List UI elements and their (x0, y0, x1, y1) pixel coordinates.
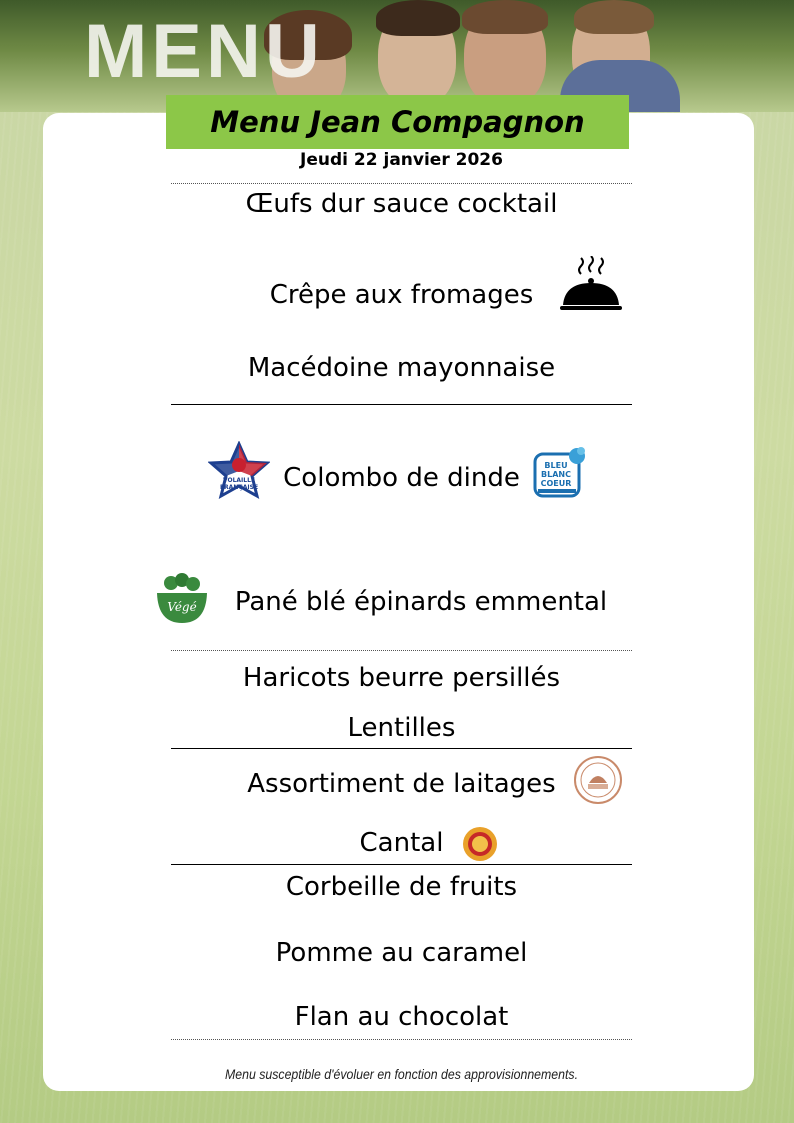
aop-label-icon (462, 826, 498, 862)
dairy-item: Assortiment de laitages (247, 769, 556, 799)
volaille-label-line2: FRANÇAISE (219, 484, 259, 491)
starter-item: Macédoine mayonnaise (247, 353, 556, 383)
dessert-item: Pomme au caramel (275, 938, 528, 968)
banner-word: MENU (84, 9, 324, 94)
side-item: Haricots beurre persillés (242, 663, 561, 693)
starter-item: Crêpe aux fromages (269, 280, 534, 310)
divider (171, 864, 632, 865)
bbc-label-line1: BLEU (544, 461, 568, 470)
vege-label-icon (155, 573, 209, 625)
menu-title-bar (166, 95, 629, 149)
main-item: Colombo de dinde (283, 463, 520, 493)
divider (171, 748, 632, 749)
hot-dish-cloche-icon (559, 256, 623, 314)
dessert-item: Flan au chocolat (294, 1002, 509, 1032)
person-hair (462, 0, 548, 34)
person-hair (376, 0, 460, 36)
divider (171, 404, 632, 405)
volaille-label-line1: VOLAILLE (222, 477, 256, 484)
menu-date: Jeudi 22 janvier 2026 (300, 150, 503, 170)
side-item: Lentilles (347, 713, 456, 743)
dessert-item: Corbeille de fruits (285, 872, 518, 902)
divider (171, 183, 632, 184)
producer-seal-icon (571, 755, 625, 805)
footer-note: Menu susceptible d'évoluer en fonction des approvisionnements. (224, 1066, 578, 1082)
divider (171, 1039, 632, 1040)
bbc-label-line2: BLANC (541, 470, 571, 479)
vege-label-text: Végé (167, 600, 197, 614)
bleu-blanc-coeur-label-icon (532, 444, 590, 500)
main-item: Pané blé épinards emmental (234, 587, 608, 617)
bbc-label-line3: COEUR (540, 479, 572, 488)
person-hair (574, 0, 654, 34)
divider (171, 650, 632, 651)
menu-title: Menu Jean Compagnon (210, 105, 585, 139)
starter-item: Œufs dur sauce cocktail (245, 189, 558, 219)
dairy-item: Cantal (359, 828, 444, 858)
